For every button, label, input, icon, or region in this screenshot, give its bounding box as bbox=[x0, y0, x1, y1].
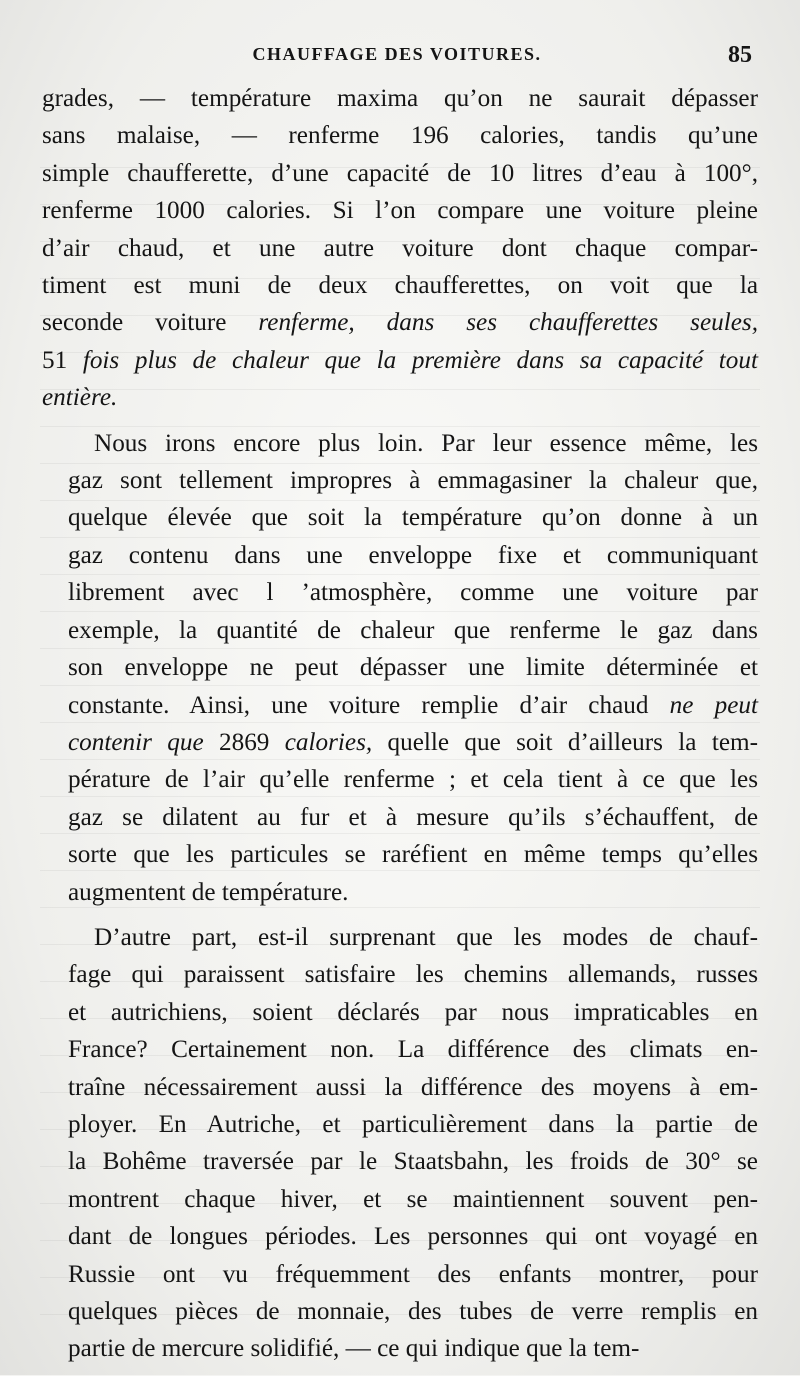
text-run: partie de mercure solidifié, — ce qui indique que la tem- bbox=[68, 1335, 640, 1363]
text-run: fage qui paraissent satisfaire les chemins allemands, russes bbox=[68, 961, 758, 989]
text-line bbox=[42, 649, 758, 686]
text-line bbox=[42, 267, 758, 304]
italic-text: fois plus de chaleur que la première dans sa capacité tout bbox=[82, 346, 758, 374]
text-line bbox=[42, 425, 758, 462]
page-header bbox=[42, 40, 752, 80]
text-run: son enveloppe ne peut dépasser une limite déterminée et bbox=[68, 654, 758, 682]
page-body bbox=[42, 80, 758, 1376]
page-number: 85 bbox=[728, 42, 752, 68]
text-run: et autrichiens, soient déclarés par nous impraticables en bbox=[68, 998, 758, 1026]
text-line bbox=[42, 304, 758, 341]
text-line bbox=[42, 956, 758, 993]
text-run: sans malaise, — renferme 196 calories, tandis qu’une bbox=[42, 122, 758, 150]
text-run: gaz sont tellement impropres à emmagasiner la chaleur que, bbox=[68, 467, 758, 495]
text-run: pérature de l’air qu’elle renferme ; et cela tient à ce que les bbox=[68, 766, 758, 794]
text-run: exemple, la quantité de chaleur que renferme le gaz dans bbox=[68, 616, 758, 644]
text-line bbox=[42, 342, 758, 379]
text-line bbox=[42, 537, 758, 574]
text-line bbox=[42, 1106, 758, 1143]
text-run: quelques pièces de monnaie, des tubes de verre remplis en bbox=[68, 1298, 758, 1325]
paragraph bbox=[42, 80, 758, 417]
text-run: timent est muni de deux chaufferettes, on voit que la bbox=[42, 272, 758, 300]
text-run: grades, — température maxima qu’on ne saurait dépasser bbox=[42, 85, 758, 112]
text-run: 51 bbox=[42, 346, 83, 374]
text-run: constante. Ainsi, une voiture remplie d’air chaud bbox=[68, 691, 670, 719]
text-run: quelque élevée que soit la température qu’on donne à un bbox=[68, 504, 758, 532]
italic-text: renferme, dans ses chaufferettes seules, bbox=[258, 309, 758, 337]
text-line bbox=[42, 612, 758, 649]
text-line bbox=[42, 499, 758, 536]
italic-text: calories, bbox=[284, 728, 373, 756]
text-run: France? Certainement non. La différence des climats en- bbox=[68, 1036, 758, 1064]
text-line bbox=[42, 836, 758, 873]
text-run: simple chaufferette, d’une capacité de 10 litres d’eau à 100°, bbox=[42, 159, 758, 187]
text-line bbox=[42, 1256, 758, 1293]
text-line bbox=[42, 1330, 758, 1367]
text-line bbox=[42, 994, 758, 1031]
text-line bbox=[42, 574, 758, 611]
text-line bbox=[42, 155, 758, 192]
text-run: sorte que les particules se raréfient en même temps qu’elles bbox=[68, 841, 758, 869]
text-line bbox=[42, 799, 758, 836]
text-line bbox=[42, 462, 758, 499]
text-run: la Bohême traversée par le Staatsbahn, les froids de 30° se bbox=[68, 1148, 758, 1176]
text-run: 2869 bbox=[203, 728, 285, 756]
text-run: Nous irons encore plus loin. Par leur essence même, les bbox=[94, 429, 758, 457]
text-run: renferme 1000 calories. Si l’on compare une voiture pleine bbox=[42, 197, 758, 225]
text-line bbox=[42, 230, 758, 267]
text-line bbox=[42, 874, 758, 911]
text-line bbox=[42, 117, 758, 154]
text-line bbox=[42, 1293, 758, 1330]
text-run: montrent chaque hiver, et se maintiennent souvent pen- bbox=[68, 1185, 758, 1213]
text-run: D’autre part, est-il surprenant que les modes de chauf- bbox=[94, 923, 758, 951]
paragraph bbox=[42, 919, 758, 1368]
text-line bbox=[42, 687, 758, 724]
italic-text: contenir que bbox=[68, 728, 204, 756]
text-run: ployer. En Autriche, et particulièrement dans la partie de bbox=[68, 1110, 758, 1138]
text-line bbox=[42, 192, 758, 229]
text-run: gaz contenu dans une enveloppe fixe et communiquant bbox=[68, 541, 758, 569]
text-line bbox=[42, 761, 758, 798]
text-run: d’air chaud, et une autre voiture dont chaque compar- bbox=[42, 234, 758, 262]
text-line bbox=[42, 919, 758, 956]
text-line bbox=[42, 379, 758, 416]
italic-text: ne peut bbox=[669, 691, 758, 719]
text-line bbox=[42, 80, 758, 117]
text-line bbox=[42, 1031, 758, 1068]
italic-text: entière. bbox=[42, 384, 118, 412]
text-run: seconde voiture bbox=[42, 309, 259, 337]
text-run: traîne nécessairement aussi la différence des moyens à em- bbox=[68, 1073, 758, 1101]
text-line bbox=[42, 1143, 758, 1180]
text-run: librement avec l ’atmosphère, comme une voiture par bbox=[68, 579, 758, 607]
text-run: quelle que soit d’ailleurs la tem- bbox=[372, 728, 758, 756]
text-line bbox=[42, 1181, 758, 1218]
text-run: dant de longues périodes. Les personnes qui ont voyagé en bbox=[68, 1223, 758, 1251]
text-run: Russie ont vu fréquemment des enfants montrer, pour bbox=[68, 1260, 758, 1288]
text-line bbox=[42, 724, 758, 761]
text-line bbox=[42, 1069, 758, 1106]
text-line bbox=[42, 1218, 758, 1255]
running-title: CHAUFFAGE DES VOITURES. bbox=[252, 44, 542, 64]
text-run: augmentent de température. bbox=[68, 878, 349, 906]
paragraph bbox=[42, 425, 758, 911]
text-run: gaz se dilatent au fur et à mesure qu’ils s’échauffent, de bbox=[68, 803, 758, 831]
